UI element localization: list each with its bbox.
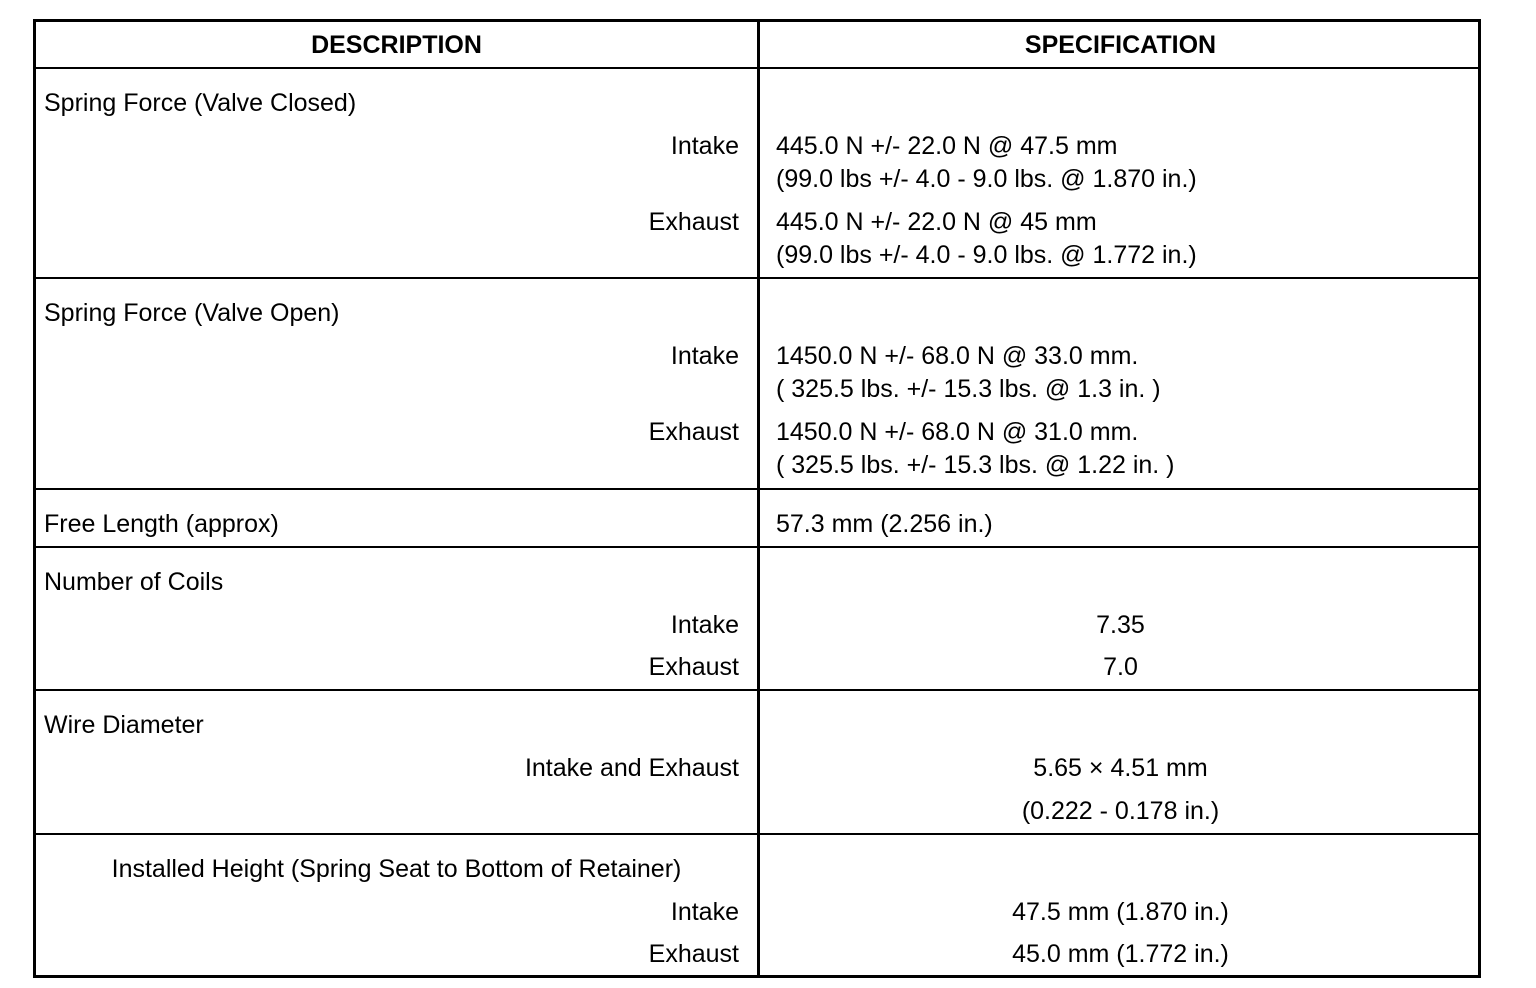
number-of-coils-intake-label: Intake [670,611,739,639]
spring-force-open-title: Spring Force (Valve Open) [44,299,340,327]
spring-force-closed-intake-label: Intake [670,132,739,160]
installed-height-exhaust-label: Exhaust [648,940,739,968]
spring-force-closed-title: Spring Force (Valve Closed) [44,89,357,117]
installed-height-title: Installed Height (Spring Seat to Bottom of Retainer) [111,855,682,883]
spring-force-closed-intake-spec-2: (99.0 lbs +/- 4.0 - 9.0 lbs. @ 1.870 in.) [776,165,1197,193]
wire-diameter-title: Wire Diameter [44,711,204,739]
spring-force-open-exhaust-spec-1: 1450.0 N +/- 68.0 N @ 31.0 mm. [776,418,1139,446]
spring-force-closed-exhaust-spec-2: (99.0 lbs +/- 4.0 - 9.0 lbs. @ 1.772 in.) [776,241,1197,269]
spring-force-open-intake-spec-2: ( 325.5 lbs. +/- 15.3 lbs. @ 1.3 in. ) [776,375,1161,403]
wire-diameter-label: Intake and Exhaust [524,754,739,782]
spring-force-open-exhaust-spec-2: ( 325.5 lbs. +/- 15.3 lbs. @ 1.22 in. ) [776,451,1175,479]
wire-diameter-spec-2: (0.222 - 0.178 in.) [1021,797,1220,825]
row-divider [36,833,1478,835]
spring-force-closed-intake-spec-1: 445.0 N +/- 22.0 N @ 47.5 mm [776,132,1118,160]
row-divider [36,689,1478,691]
number-of-coils-exhaust-label: Exhaust [648,653,739,681]
spring-force-closed-exhaust-spec-1: 445.0 N +/- 22.0 N @ 45 mm [776,208,1097,236]
free-length-title: Free Length (approx) [44,510,279,538]
row-divider [36,277,1478,279]
wire-diameter-spec-1: 5.65 × 4.51 mm [1033,754,1208,782]
number-of-coils-title: Number of Coils [44,568,224,596]
row-divider [36,488,1478,490]
row-divider [36,546,1478,548]
installed-height-intake-spec: 47.5 mm (1.870 in.) [1012,898,1229,926]
number-of-coils-intake-spec: 7.35 [1096,611,1145,639]
spring-force-open-intake-label: Intake [670,342,739,370]
installed-height-exhaust-spec: 45.0 mm (1.772 in.) [1012,940,1229,968]
spring-force-open-exhaust-label: Exhaust [648,418,739,446]
spec-table [33,19,1481,978]
number-of-coils-exhaust-spec: 7.0 [1103,653,1138,681]
spring-force-open-intake-spec-1: 1450.0 N +/- 68.0 N @ 33.0 mm. [776,342,1139,370]
header-specification: SPECIFICATION [1024,31,1217,59]
header-description: DESCRIPTION [311,31,482,59]
spring-force-closed-exhaust-label: Exhaust [648,208,739,236]
installed-height-intake-label: Intake [670,898,739,926]
header-divider [36,67,1478,69]
free-length-spec: 57.3 mm (2.256 in.) [776,510,993,538]
